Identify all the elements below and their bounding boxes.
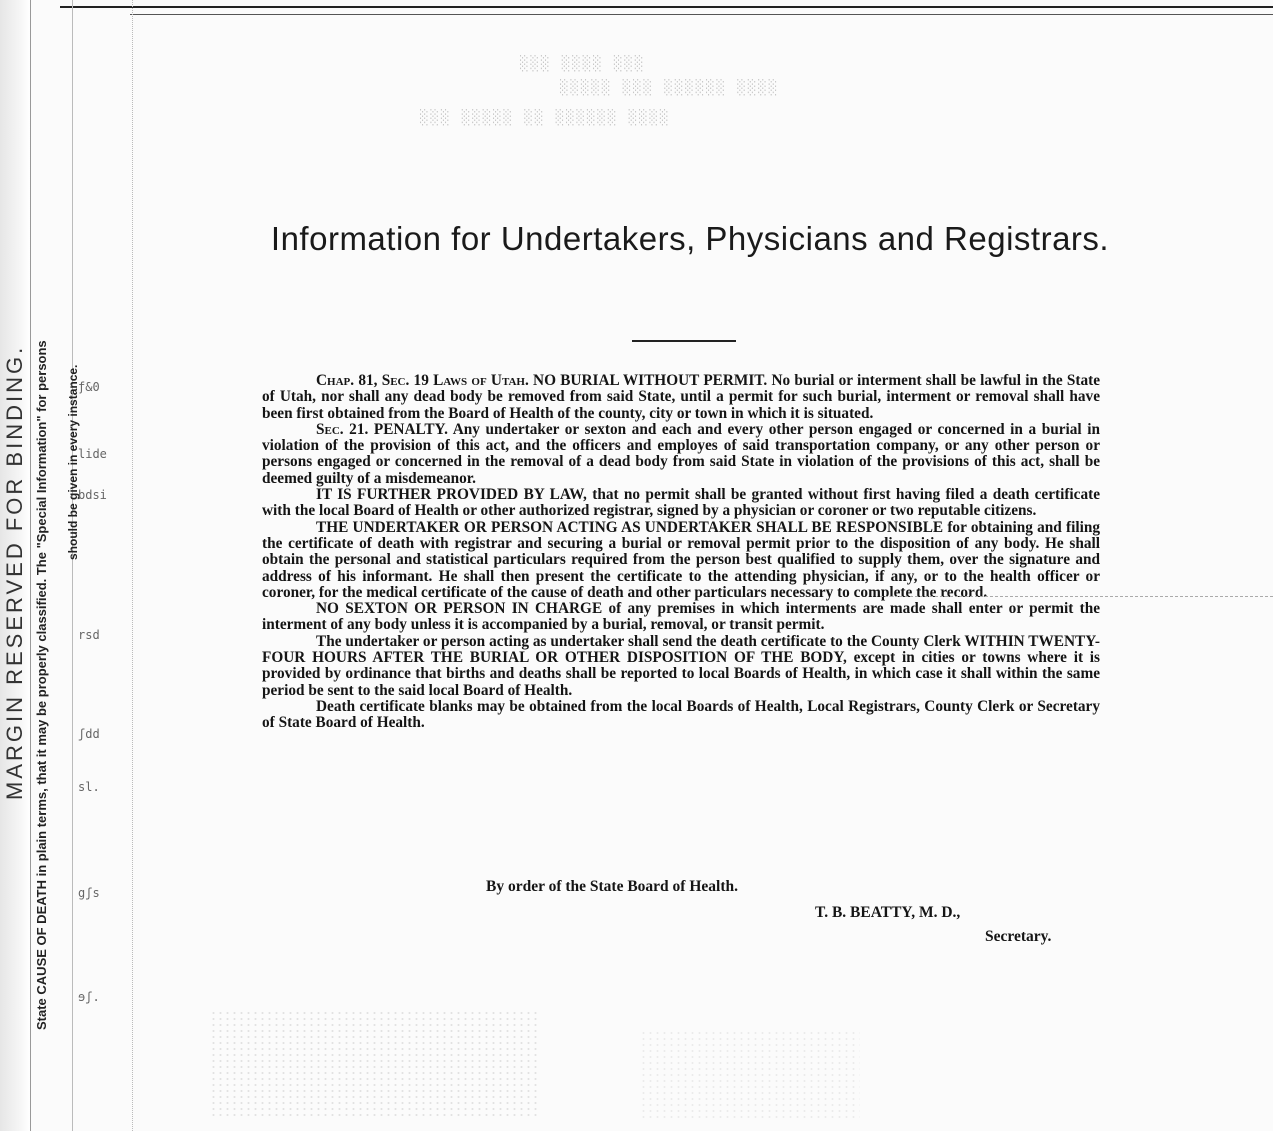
paragraph bbox=[262, 422, 1100, 487]
stub-mark: sl. bbox=[78, 780, 100, 794]
paragraph bbox=[262, 634, 1100, 699]
top-rule bbox=[60, 6, 1273, 8]
margin-note-instance: should be given in every instance. bbox=[66, 364, 80, 560]
ghost-print: ░░░ ░░░░ ░░░ bbox=[520, 56, 646, 72]
stub-mark: ƒ&0 bbox=[78, 380, 100, 394]
binding-strip bbox=[0, 0, 31, 1131]
stub-column bbox=[72, 0, 133, 1131]
signatory-name: T. B. BEATTY, M. D., bbox=[815, 904, 961, 921]
paragraph bbox=[262, 520, 1100, 601]
stub-mark: ɘʃ. bbox=[78, 990, 100, 1004]
ghost-print: ░░░ ░░░░░ ░░ ░░░░░░ ░░░░ bbox=[420, 110, 671, 126]
paragraph bbox=[262, 487, 1100, 520]
paragraph-text: THE UNDERTAKER OR PERSON ACTING AS UNDERTAKER SHALL BE RESPONSIBLE for obtaining and filing the certificate of death with registrar and securing a burial or removal permit prior to the disposition of any body. He shall obtain the personal and statistical particulars required from the person best qualified to supply them, over the signature and address of his informant. He shall then present the certificate to the attending physician, if any, or to the health officer or coroner, for the medical certificate of the cause of death and other particulars necessary to complete the record. bbox=[262, 518, 1100, 601]
stub-mark: rsd bbox=[78, 628, 100, 642]
paragraph-text: NO SEXTON OR PERSON IN CHARGE of any premises in which interments are made shall enter or permit the interment of any body unless it is accompanied by a burial, removal, or transit permit. bbox=[262, 600, 1100, 634]
order-line: By order of the State Board of Health. bbox=[486, 878, 738, 895]
paragraph-text: NO BURIAL WITHOUT PERMIT. No burial or interment shall be lawful in the State of Utah, nor shall any dead body be removed from said State, until a permit for such burial, interment or removal shall have been first obtained from the Board of Health of the county, city or town in which it is situated. bbox=[262, 372, 1100, 422]
paragraph bbox=[262, 601, 1100, 634]
paragraph-lead: Sec. 21. bbox=[316, 420, 369, 438]
stray-dashed-line bbox=[880, 596, 1273, 597]
stub-mark: lide bbox=[78, 447, 107, 461]
paragraph bbox=[262, 373, 1100, 422]
document-title: Information for Undertakers, Physicians and Registrars. bbox=[270, 220, 1110, 257]
paragraph-text: The undertaker or person acting as undertaker shall send the death certificate to the County Clerk WITHIN TWENTY-FOUR HOURS AFTER THE BURIAL OR OTHER DISPOSITION OF THE BODY, except in cities or towns where it is provided by ordinance that births and deaths shall be reported to local Boards of Health, in which case it shall within the same period be sent to the said local Board of Health. bbox=[262, 632, 1100, 699]
scan-noise bbox=[210, 1010, 540, 1120]
document-body bbox=[262, 373, 1100, 732]
ghost-print: ░░░░░ ░░░ ░░░░░░ ░░░░ bbox=[560, 80, 780, 96]
title-rule bbox=[632, 340, 736, 342]
paragraph-lead: Chap. 81, Sec. 19 Laws of Utah. bbox=[316, 372, 529, 389]
binding-margin-label: MARGIN RESERVED FOR BINDING. bbox=[2, 344, 27, 800]
stub-mark: ʃdd bbox=[78, 727, 100, 741]
margin-note-cause-of-death: State CAUSE OF DEATH in plain terms, that it may be properly classified. The "Special Information" for persons bbox=[34, 340, 49, 1030]
stub-mark: bdsi bbox=[78, 488, 107, 502]
top-rule-secondary bbox=[130, 14, 1273, 15]
paragraph-text: Death certificate blanks may be obtained from the local Boards of Health, Local Registrars, County Clerk or Secretary of State Board of Health. bbox=[262, 697, 1100, 732]
stub-mark: gʃs bbox=[78, 886, 100, 900]
paragraph-text: PENALTY. Any undertaker or sexton and each and every other person engaged or concerned in a burial in violation of the provision of this act, and the officers and employes of said transportation company, or any other person or persons engaged or concerned in the removal of a dead body from said State in violation of the provisions of this act, shall be deemed guilty of a misdemeanor. bbox=[262, 420, 1100, 487]
signatory-role: Secretary. bbox=[985, 928, 1052, 945]
paragraph bbox=[262, 699, 1100, 732]
scan-noise bbox=[640, 1030, 860, 1120]
paragraph-text: IT IS FURTHER PROVIDED BY LAW, that no permit shall be granted without first having filed a death certificate with the local Board of Health or other authorized registrar, signed by a physician or coroner or two reputable citizens. bbox=[262, 486, 1100, 520]
